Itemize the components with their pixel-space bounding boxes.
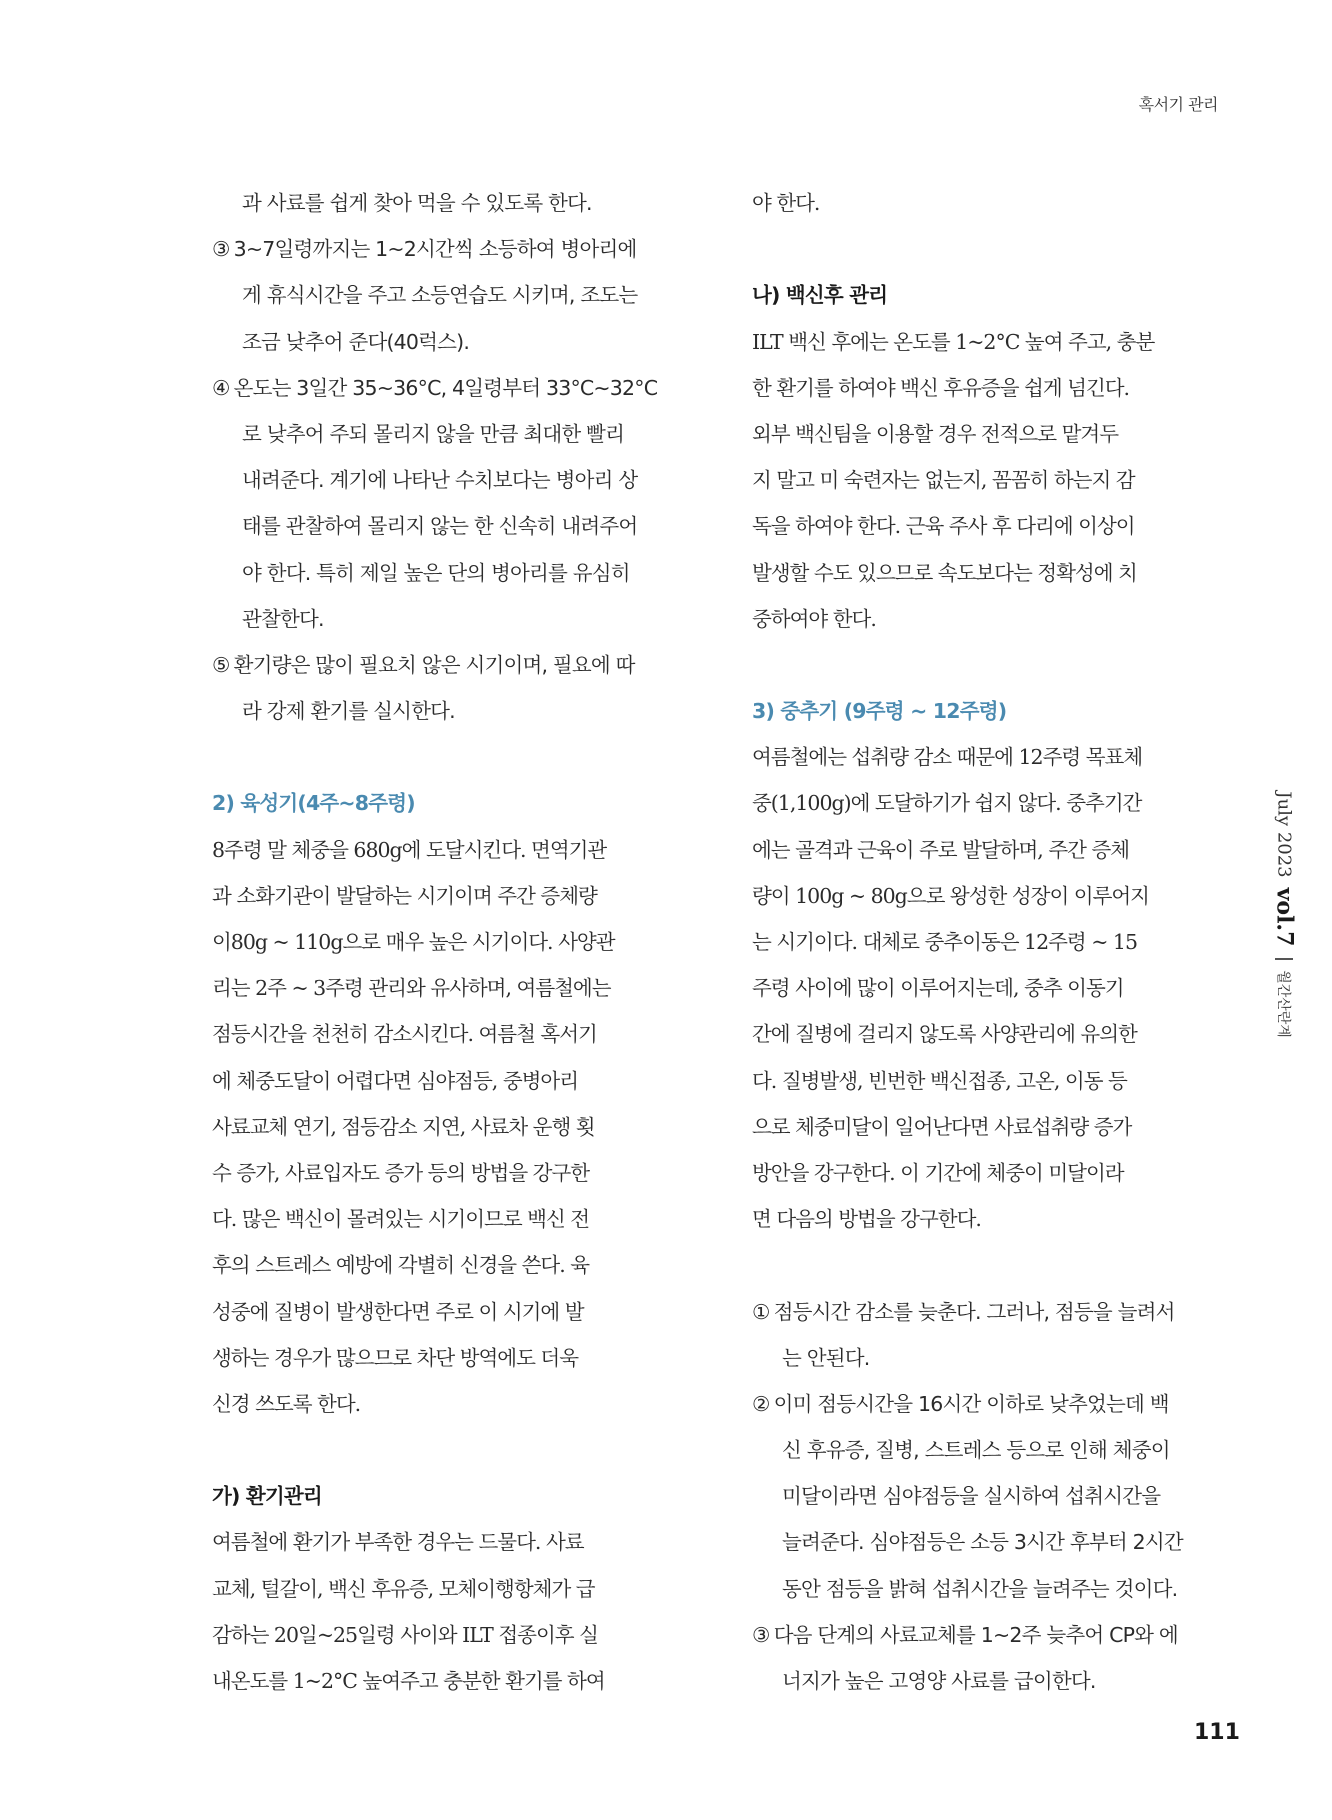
text-line: 신경 쓰도록 한다.	[212, 1391, 361, 1416]
text-line: ILT 백신 후에는 온도를 1~2°C 높여 주고, 충분	[752, 329, 1155, 354]
list-marker: ③	[212, 237, 230, 262]
subsection-heading-post-vaccine: 나) 백신후 관리	[752, 283, 888, 308]
text-line: 생하는 경우가 많으므로 차단 방역에도 더욱	[212, 1345, 579, 1370]
text-line: 과 소화기관이 발달하는 시기이며 주간 증체량	[212, 883, 597, 908]
text-line: 로 낮추어 주되 몰리지 않을 만큼 최대한 빨리	[242, 421, 625, 446]
text-line: 량이 100g ~ 80g으로 왕성한 성장이 이루어지	[752, 883, 1149, 908]
text-line: 교체, 털갈이, 백신 후유증, 모체이행항체가 급	[212, 1576, 595, 1601]
text-line: 으로 체중미달이 일어난다면 사료섭취량 증가	[752, 1114, 1132, 1139]
text-line: 신 후유증, 질병, 스트레스 등으로 인해 체중이	[782, 1438, 1170, 1463]
text-line: 내려준다. 계기에 나타난 수치보다는 병아리 상	[242, 468, 638, 493]
text-line: 중(1,100g)에 도달하기가 쉽지 않다. 중추기간	[752, 791, 1142, 816]
section-heading-growing: 2) 육성기(4주~8주령)	[212, 791, 415, 816]
text-line: 온도는 3일간 35~36°C, 4일령부터 33°C∼32°C	[233, 375, 658, 400]
list-item-2	[752, 1381, 1232, 1427]
text-line: 내온도를 1~2°C 높여주고 충분한 환기를 하여	[212, 1669, 605, 1693]
text-line: 너지가 높은 고영양 사료를 급이한다.	[782, 1669, 1096, 1693]
text-line: 야 한다.	[752, 191, 820, 215]
text-line: 외부 백신팀을 이용할 경우 전적으로 맡겨두	[752, 421, 1119, 446]
text-line: 태를 관찰하여 몰리지 않는 한 신속히 내려주어	[242, 514, 638, 539]
text-line: 사료교체 연기, 점등감소 지연, 사료차 운행 횟	[212, 1114, 595, 1139]
right-column	[752, 180, 1232, 1704]
text-line: 다음 단계의 사료교체를 1~2주 늦추어 CP와 에	[773, 1622, 1178, 1647]
text-line: 수 증가, 사료입자도 증가 등의 방법을 강구한	[212, 1160, 590, 1185]
text-line: 는 안된다.	[782, 1345, 870, 1370]
issue-volume-text: vol.7	[1271, 887, 1297, 947]
sidebar-divider	[1275, 958, 1293, 960]
list-item-5	[212, 642, 692, 688]
text-line: 관찰한다.	[242, 606, 324, 631]
text-line: 방안을 강구한다. 이 기간에 체중이 미달이라	[752, 1160, 1124, 1185]
text-line: 후의 스트레스 예방에 각별히 신경을 쓴다. 육	[212, 1253, 590, 1278]
text-line: 한 환기를 하여야 백신 후유증을 쉽게 넘긴다.	[752, 375, 1130, 400]
text-line: 점등시간 감소를 늦춘다. 그러나, 점등을 늘려서	[773, 1299, 1175, 1324]
text-line: 감하는 20일~25일령 사이와 ILT 접종이후 실	[212, 1622, 598, 1647]
list-marker: ③	[752, 1622, 770, 1647]
text-line: 환기량은 많이 필요치 않은 시기이며, 필요에 따	[233, 652, 635, 677]
section-heading-juvenile: 3) 중추기 (9주령 ~ 12주령)	[752, 699, 1007, 724]
magazine-name-text: 월간산란계	[1275, 970, 1291, 1038]
text-line: 지 말고 미 숙련자는 없는지, 꼼꼼히 하는지 감	[752, 468, 1135, 493]
left-column	[212, 180, 692, 1704]
text-line: 여름철에 환기가 부족한 경우는 드물다. 사료	[212, 1530, 584, 1555]
text-line: 다. 질병발생, 빈번한 백신접종, 고온, 이동 등	[752, 1068, 1127, 1093]
running-header: 혹서기 관리	[1138, 95, 1218, 114]
text-line: 8주령 말 체중을 680g에 도달시킨다. 면역기관	[212, 837, 607, 862]
page-number: 111	[1194, 1720, 1240, 1745]
list-item-4	[212, 365, 692, 411]
text-line: 미달이라면 심야점등을 실시하여 섭취시간을	[782, 1484, 1161, 1509]
text-line: 여름철에는 섭취량 감소 때문에 12주령 목표체	[752, 745, 1143, 770]
text-line: 라 강제 환기를 실시한다.	[242, 699, 455, 724]
issue-month	[1270, 788, 1298, 880]
text-line: 3~7일령까지는 1~2시간씩 소등하여 병아리에	[233, 237, 637, 262]
text-line: 성중에 질병이 발생한다면 주로 이 시기에 발	[212, 1299, 584, 1324]
list-item-3	[752, 1612, 1232, 1658]
list-item-3	[212, 226, 692, 272]
text-line: 게 휴식시간을 주고 소등연습도 시키며, 조도는	[242, 283, 638, 308]
text-line: 야 한다. 특히 제일 높은 단의 병아리를 유심히	[242, 560, 630, 585]
text-line: 중하여야 한다.	[752, 606, 876, 631]
text-line: 리는 2주 ~ 3주령 관리와 유사하며, 여름철에는	[212, 976, 611, 1001]
list-item-1	[752, 1289, 1232, 1335]
text-line: 이80g ~ 110g으로 매우 높은 시기이다. 사양관	[212, 930, 615, 954]
list-marker: ④	[212, 375, 230, 400]
text-line: 주령 사이에 많이 이루어지는데, 중추 이동기	[752, 976, 1124, 1001]
text-line: 는 시기이다. 대체로 중추이동은 12주령 ~ 15	[752, 930, 1138, 954]
sidebar-issue-info	[1270, 788, 1298, 1048]
text-line: 다. 많은 백신이 몰려있는 시기이므로 백신 전	[212, 1207, 590, 1232]
text-line: 에는 골격과 근육이 주로 발달하며, 주간 증체	[752, 837, 1130, 862]
text-line: 과 사료를 쉽게 찾아 먹을 수 있도록 한다.	[242, 191, 592, 215]
issue-volume	[1270, 880, 1298, 954]
issue-month-text: July 2023	[1273, 790, 1295, 878]
list-marker: ②	[752, 1391, 770, 1416]
text-line: 간에 질병에 걸리지 않도록 사양관리에 유의한	[752, 1022, 1137, 1047]
text-line: 발생할 수도 있으므로 속도보다는 정확성에 치	[752, 560, 1137, 585]
subsection-heading-ventilation: 가) 환기관리	[212, 1484, 322, 1509]
text-line: 이미 점등시간을 16시간 이하로 낮추었는데 백	[773, 1391, 1169, 1416]
text-line: 조금 낮추어 준다(40럭스).	[242, 329, 470, 354]
text-line: 동안 점등을 밝혀 섭취시간을 늘려주는 것이다.	[782, 1576, 1178, 1601]
text-line: 독을 하여야 한다. 근육 주사 후 다리에 이상이	[752, 514, 1135, 539]
magazine-name	[1270, 964, 1298, 1044]
text-line: 에 체중도달이 어렵다면 심야점등, 중병아리	[212, 1068, 579, 1093]
list-marker: ①	[752, 1299, 770, 1324]
text-line: 면 다음의 방법을 강구한다.	[752, 1207, 981, 1232]
text-line: 점등시간을 천천히 감소시킨다. 여름철 혹서기	[212, 1022, 597, 1047]
text-line: 늘려준다. 심야점등은 소등 3시간 후부터 2시간	[782, 1530, 1183, 1555]
list-marker: ⑤	[212, 652, 230, 677]
